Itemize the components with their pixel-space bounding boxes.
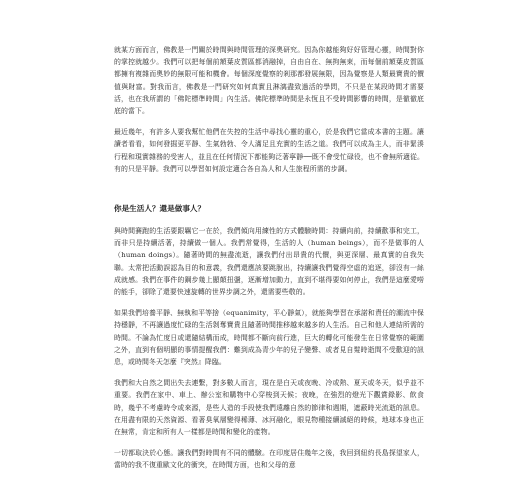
body-paragraph: 一切都取決於心態。讓我們對時間有不同的體驗。在印度居住幾年之後，我回到紐約長島探望家人，當時的我不復重歐文化的衝突，在時間方面，也和父母的意 [114, 449, 424, 470]
body-paragraph: 我們和大自然之間出失去連繫，對多數人而言，現在是白天或夜晚、冷或熱、夏天或冬天，似乎並不重要。我們在家中、車上、辦公室和購物中心穿梭到天候；夜晚，在強烈的燈光下觀賞錄影、飲食時，幾乎不考慮時令或來源，是些人造的手段使我們遠離自然的節律和週期，遮蔽時光流逝的訊息。在用盡有限的天然資源、看著臭氧層變得稀薄、冰河融化，眼見物種接續滅絕的時候，地球本身也正在無常，肯定和所有人一樣都是時間和變化的產物。 [114, 379, 424, 437]
body-paragraph: 與時間賽跑的生活要跟羈它一在於，我們傾向用練性的方式體驗時間：持續向前，持續歡事和完工，而非只是持續活著，持續做一個人。我們常覺得，生活的人（human beings），而不是做事的人（human doings）。隨著時間的無盡流逝，讓我們付出昂貴的代價，與更深層、最真實的自我失聯。太常把活動誤認為目的和意義，我們還應該要跳脫出，持續讓我們覺得空虛的追逐，卻沒有一絲成就感。我們在事件的鋼步幾上顯顛扭盪，逐漸增加動力，直到不堪得要如何停止，我們是這麼愛嘮的能手，卻除了還要快速旋轉的世界步調之外，還需要些敬的。 [114, 227, 424, 297]
body-paragraph: 就某方面而言，佛教是一門關於時間與時間管理的深奧研究。因為你越能夠好好管理心靈，時間對你的掌控就越少。我們可以把每個前額葉皮質區都消融掉，自由自在、無拘無束，而每個前額葉皮質區都擁有複雜而奧妙的無限可能和機會。每個深度覺察的剎那都發展無限，因為覺察是人類最寶貴的價值與財富。對我而言，佛教是一門研究如何真實且淋漓盡致過活的學問，不只是在某段時間才需要活，也在我所謂的「佛陀標準時間」內生活。佛陀標準時間是永恆且不受時間影響的時間，是徹徹底底的當下。 [114, 46, 424, 116]
body-paragraph: 如果我們培養平靜、無執和平等捨（equanimity，平心靜氣），就能夠學習在承諾和責任的潮流中保持穩靜，不再讓過度忙碌的生活剝奪寶貴且隨著時間推移越來越多的人生活。自己和他人連結所需的時間。不論為忙度日或還隨結構而成，時間都不斷向前行進，巨大的轉化可能發生在日常覺察的範圍之外，直到有個明顯的事情提醒我們：難到成為青少年的兒子變聲、或者見自髮時逝間不受歡迎的訊息，或時間冬天怎麼『突然』降臨。 [114, 309, 424, 367]
section-heading: 你是生活人？還是做事人？ [114, 204, 206, 214]
body-paragraph: 最近幾年，有許多人要我幫忙他們在失控的生活中尋找心靈的重心，於是我們它當成本書的主題。讓讀者看看，如何發掘更平靜、生氣勃勃、令人滿足且充實的生活之道。我們可以成為主人，而非緊湊行程和現實雜務的受害人，並且在任何情況下都能夠泛著寧靜──既不會受忙碌役，也不會無所適從。有的只是平靜。我們可以學習如何設定適合各自為人和人生旅程所需的步調。 [114, 128, 424, 173]
